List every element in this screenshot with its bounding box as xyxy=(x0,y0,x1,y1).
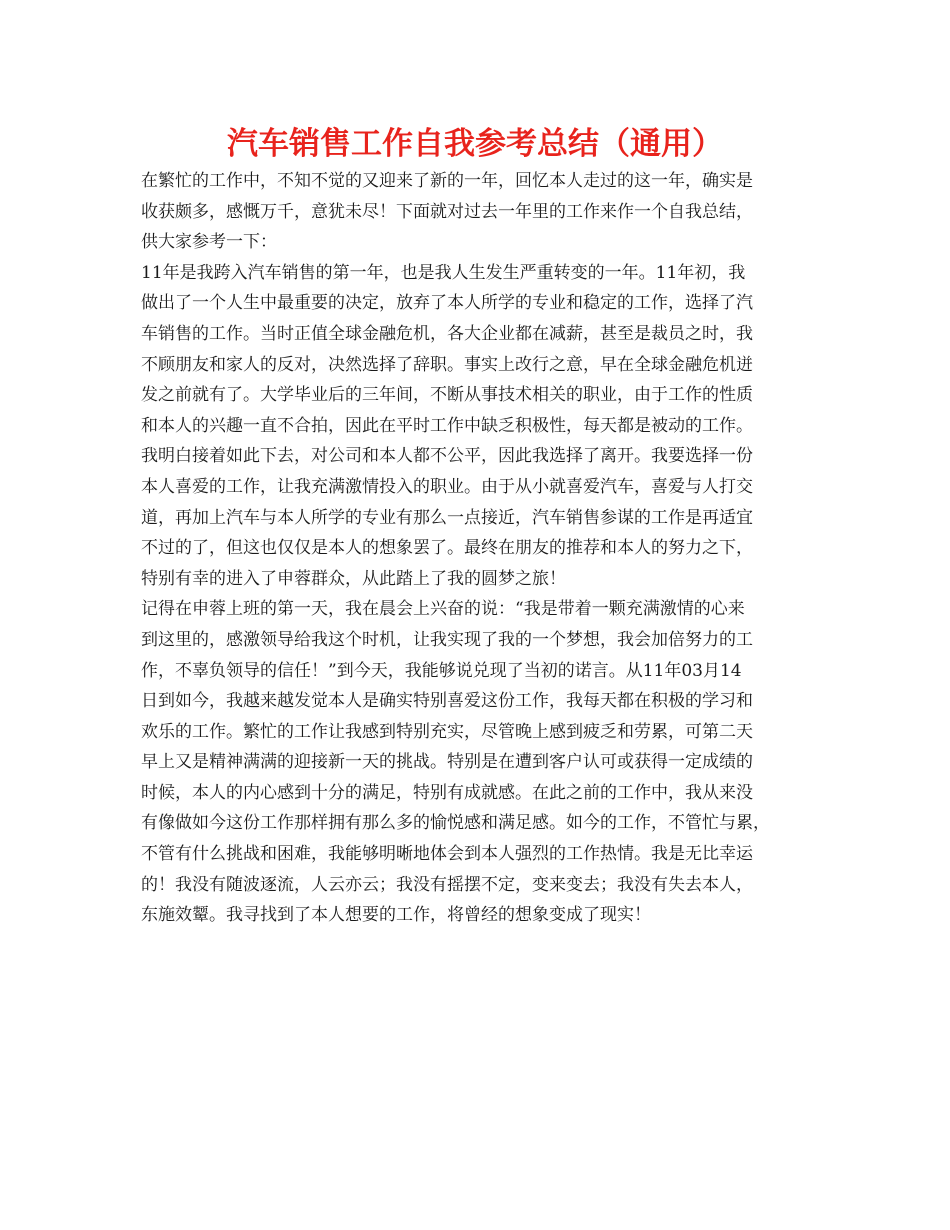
body-line: 到这里的，感激领导给我这个时机，让我实现了我的一个梦想，我会加倍努力的工 xyxy=(141,629,753,650)
document-title: 汽车销售工作自我参考总结（通用） xyxy=(227,126,723,162)
body-line: 有像做如今这份工作那样拥有那么多的愉悦感和满足感。如今的工作，不管忙与累， xyxy=(141,813,770,834)
body-line: 做出了一个人生中最重要的决定，放弃了本人所学的专业和稳定的工作，选择了汽 xyxy=(141,293,753,314)
body-line: 不过的了，但这也仅仅是本人的想象罢了。最终在朋友的推荐和本人的努力之下， xyxy=(141,538,753,559)
body-line: 东施效颦。我寻找到了本人想要的工作，将曾经的想象变成了现实！ xyxy=(141,905,651,926)
body-line: 道，再加上汽车与本人所学的专业有那么一点接近，汽车销售参谋的工作是再适宜 xyxy=(141,507,753,528)
body-line: 特别有幸的进入了申蓉群众，从此踏上了我的圆梦之旅！ xyxy=(141,568,566,589)
body-line: 车销售的工作。当时正值全球金融危机，各大企业都在减薪，甚至是裁员之时，我 xyxy=(141,323,753,344)
body-line: 不顾朋友和家人的反对，决然选择了辞职。事实上改行之意，早在全球金融危机迸 xyxy=(141,354,753,375)
body-line: 日到如今，我越来越发觉本人是确实特别喜爱这份工作，我每天都在积极的学习和 xyxy=(141,691,753,712)
body-line: 发之前就有了。大学毕业后的三年间，不断从事技术相关的职业，由于工作的性质 xyxy=(141,385,753,406)
document-body xyxy=(141,166,821,931)
body-line: 收获颇多，感慨万千，意犹未尽！下面就对过去一年里的工作来作一个自我总结， xyxy=(141,201,753,222)
body-line: 和本人的兴趣一直不合拍，因此在平时工作中缺乏积极性，每天都是被动的工作。 xyxy=(141,415,753,436)
body-line: 作，不辜负领导的信任！”到今天，我能够说兑现了当初的诺言。从11年03月14 xyxy=(141,660,742,681)
body-line: 在繁忙的工作中，不知不觉的又迎来了新的一年，回忆本人走过的这一年，确实是 xyxy=(141,171,753,191)
body-line: 记得在申蓉上班的第一天，我在晨会上兴奋的说：“我是带着一颗充满激情的心来 xyxy=(141,599,745,620)
body-line: 不管有什么挑战和困难，我能够明晰地体会到本人强烈的工作热情。我是无比幸运 xyxy=(141,844,753,865)
body-line: 我明白接着如此下去，对公司和本人都不公平，因此我选择了离开。我要选择一份 xyxy=(141,446,753,467)
body-line: 欢乐的工作。繁忙的工作让我感到特别充实，尽管晚上感到疲乏和劳累，可第二天 xyxy=(141,721,753,742)
body-line: 本人喜爱的工作，让我充满激情投入的职业。由于从小就喜爱汽车，喜爱与人打交 xyxy=(141,476,753,497)
body-line: 时候，本人的内心感到十分的满足，特别有成就感。在此之前的工作中，我从来没 xyxy=(141,782,753,803)
body-line: 供大家参考一下： xyxy=(141,232,277,253)
body-line: 的！我没有随波逐流，人云亦云；我没有摇摆不定，变来变去；我没有失去本人， xyxy=(141,874,753,895)
body-line: 11年是我跨入汽车销售的第一年，也是我人生发生严重转变的一年。11年初，我 xyxy=(141,262,746,283)
body-line: 早上又是精神满满的迎接新一天的挑战。特别是在遭到客户认可或获得一定成绩的 xyxy=(141,752,753,773)
